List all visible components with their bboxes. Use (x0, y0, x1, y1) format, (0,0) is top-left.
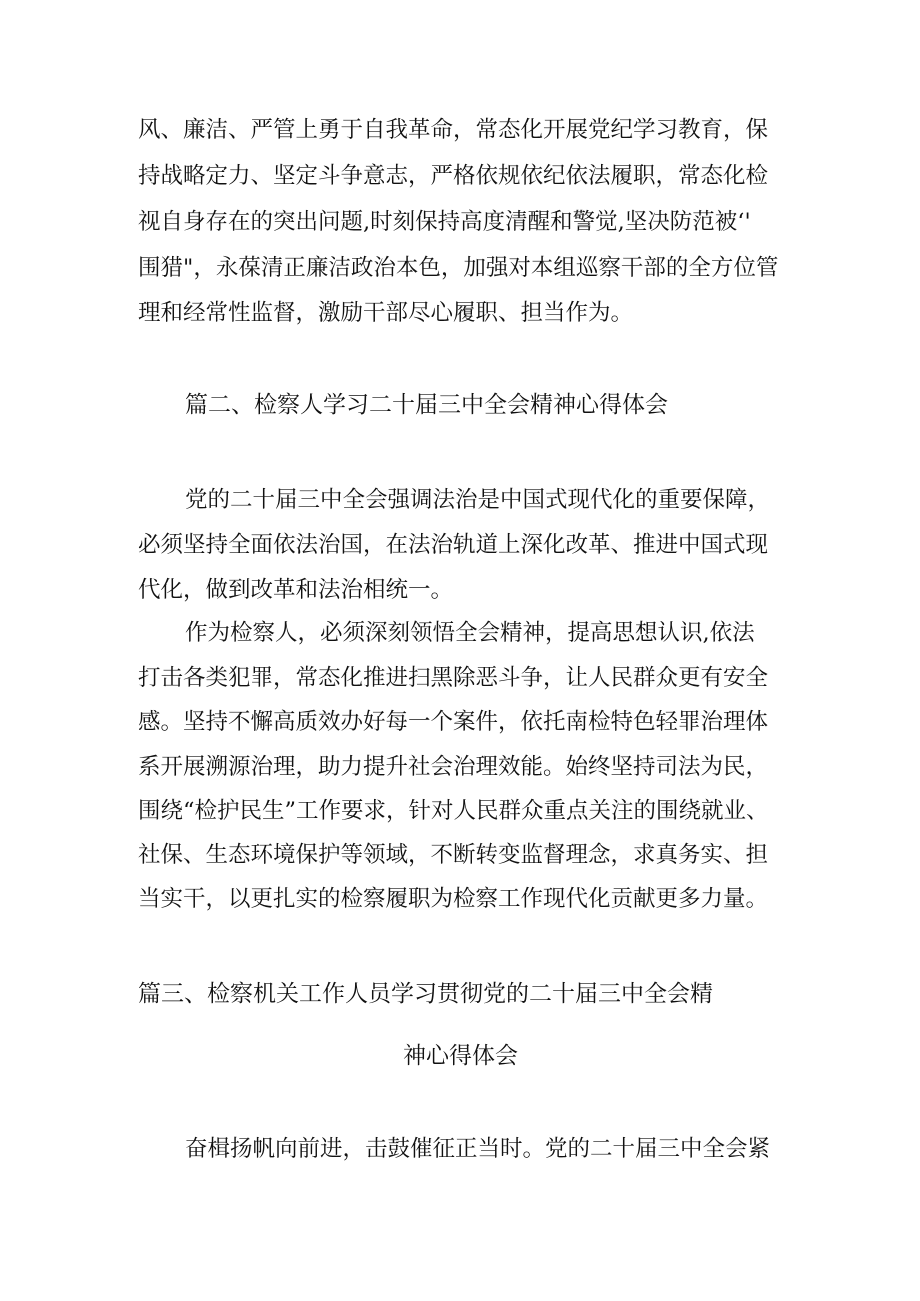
section-heading: 篇三、检察机关工作人员学习贯彻党的二十届三中全会精 (138, 981, 713, 1007)
body-line: 社保、生态环境保护等领域，不断转变监督理念，求真务实、担 (138, 842, 769, 868)
section-heading: 篇二、检察人学习二十届三中全会精神心得体会 (185, 392, 668, 418)
body-line: 理和经常性监督，激励干部尽心履职、担当作为。 (138, 300, 634, 326)
body-line: 党的二十届三中全会强调法治是中国式现代化的重要保障， (185, 487, 771, 513)
body-line: 持战略定力、坚定斗争意志，严格依规依纪依法履职，常态化检 (138, 163, 769, 189)
body-line: 当实干，以更扎实的检察履职为检察工作现代化贡献更多力量。 (138, 886, 769, 912)
body-line: 作为检察人，必须深刻领悟全会精神，提高思想认识,依法 (185, 620, 755, 646)
body-line: 感。坚持不懈高质效办好每一个案件，依托南检特色轻罪治理体 (138, 709, 769, 735)
body-line: 打击各类犯罪，常态化推进扫黑除恶斗争，让人民群众更有安全 (138, 665, 769, 691)
body-line: 围猎"，永葆清正廉洁政治本色，加强对本组巡察干部的全方位管 (138, 255, 779, 281)
body-line: 围绕“检护民生”工作要求，针对人民群众重点关注的围绕就业、 (138, 798, 769, 824)
body-line: 系开展溯源治理，助力提升社会治理效能。始终坚持司法为民， (138, 754, 769, 780)
body-line: 奋楫扬帆向前进，击鼓催征正当时。党的二十届三中全会紧 (185, 1136, 771, 1162)
section-heading: 神心得体会 (403, 1043, 518, 1069)
body-line: 视自身存在的突出问题,时刻保持高度清醒和警觉,坚决防范被‘' (138, 209, 751, 235)
body-line: 必须坚持全面依法治国，在法治轨道上深化改革、推进中国式现 (138, 532, 769, 558)
body-line: 风、廉洁、严管上勇于自我革命，常态化开展党纪学习教育，保 (138, 117, 769, 143)
body-line: 代化，做到改革和法治相统一。 (138, 577, 454, 603)
